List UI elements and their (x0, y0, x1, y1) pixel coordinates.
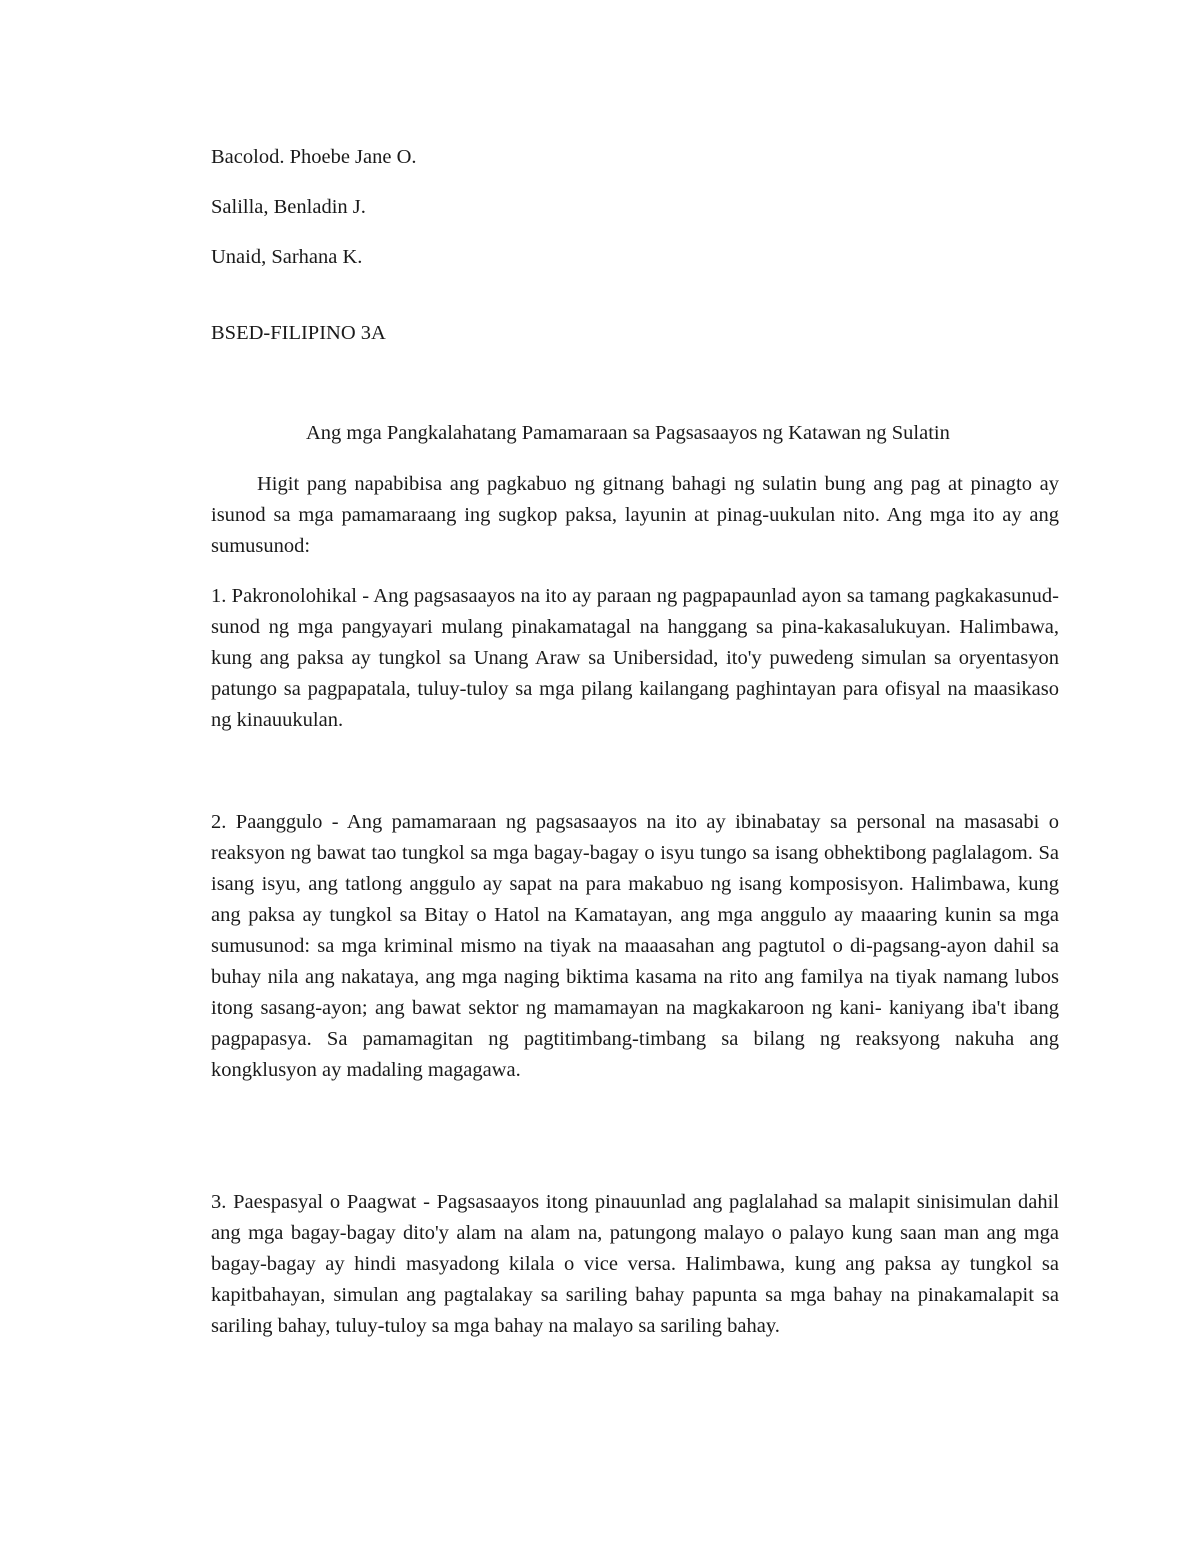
list-item-paanggulo: 2. Paanggulo - Ang pamamaraan ng pagsasaayos na ito ay ibinabatay sa personal na masasabi o reaksyon ng bawat tao tungkol sa mga bagay-bagay o isyu tungo sa isang obhektibong paglalagom. Sa isang isyu, ang tatlong anggulo ay sapat na para makabuo ng isang komposisyon. Halimbawa, kung ang paksa ay tungkol sa Bitay o Hatol na Kamatayan, ang mga anggulo ay maaaring kunin sa mga sumusunod: sa mga kriminal mismo na tiyak na maaasahan ang pagtutol o di-pagsang-ayon dahil sa buhay nila ang nakataya, ang mga naging biktima kasama na rito ang familya na tiyak namang lubos itong sasang-ayon; ang bawat sektor ng mamamayan na magkakaroon ng kani- kaniyang iba't ibang pagpapasya. Sa pamamagitan ng pagtitimbang-timbang sa bilang ng reaksyong nakuha ang kongklusyon ay madaling magagawa. (211, 811, 1059, 1081)
list-item-pakronolohikal: 1. Pakronolohikal - Ang pagsasaayos na ito ay paraan ng pagpapaunlad ayon sa tamang pagkakasunud-sunod ng mga pangyayari mulang pinakamatagal na hanggang sa pina-kakasalukuyan. Halimbawa, kung ang paksa ay tungkol sa Unang Araw sa Unibersidad, ito'y puwedeng simulan sa oryentasyon patungo sa pagpapatala, tuluy-tuloy sa mga pilang kailangang paghintayan para ofisyal na maasikaso ng kinauukulan. (211, 585, 1059, 731)
author-name-2: Salilla, Benladin J. (211, 196, 366, 218)
intro-paragraph: Higit pang napabibisa ang pagkabuo ng gitnang bahagi ng sulatin bung ang pag at pinagto ay isunod sa mga pamamaraang ing sugkop paksa, layunin at pinag-uukulan nito. Ang mga ito ay ang sumusunod: (211, 473, 1059, 557)
document-title: Ang mga Pangkalahatang Pamamaraan sa Pagsasaayos ng Katawan ng Sulatin (306, 422, 950, 444)
course-section: BSED-FILIPINO 3A (211, 322, 386, 344)
author-name-1: Bacolod. Phoebe Jane O. (211, 146, 417, 168)
list-item-paespasyal: 3. Paespasyal o Paagwat - Pagsasaayos itong pinauunlad ang paglalahad sa malapit sinisimulan dahil ang mga bagay-bagay dito'y alam na alam na, patungong malayo o palayo kung saan man ang mga bagay-bagay ay hindi masyadong kilala o vice versa. Halimbawa, kung ang paksa ay tungkol sa kapitbahayan, simulan ang pagtalakay sa sariling bahay papunta sa mga bahay na pinakamalapit sa sariling bahay, tuluy-tuloy sa mga bahay na malayo sa sariling bahay. (211, 1191, 1059, 1337)
author-name-3: Unaid, Sarhana K. (211, 246, 363, 268)
